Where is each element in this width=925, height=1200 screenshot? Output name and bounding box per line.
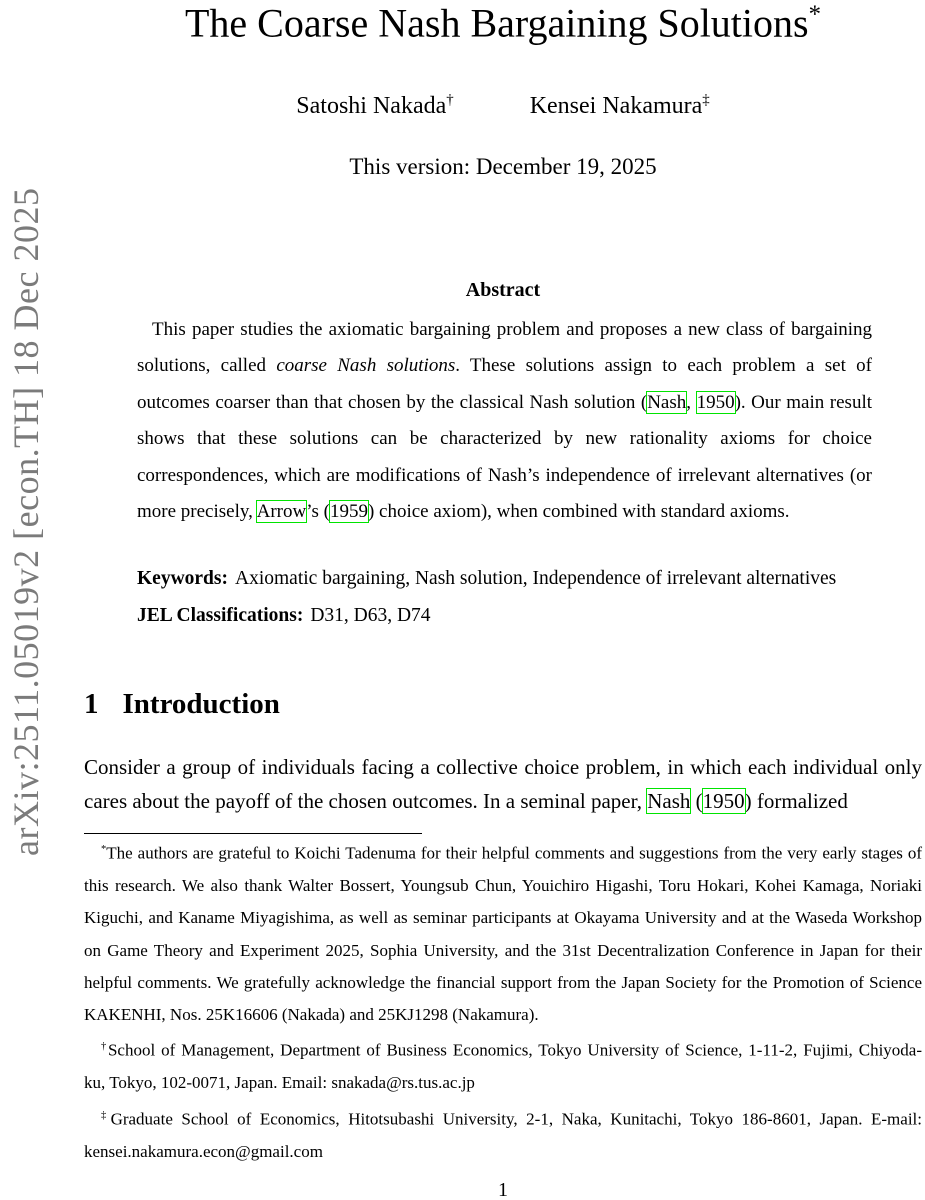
author-2 (530, 92, 710, 121)
citation-link-1959[interactable]: 1959 (329, 501, 368, 523)
footnote-affiliation-nakada-text: School of Management, Department of Business Economics, Tokyo University of Science, 1-11-2, Fujimi, Chiyoda- ku, Tokyo, 102-0071, Japan. Email: snakada@rs.tus.ac.jp (84, 1041, 923, 1093)
author-1 (296, 92, 453, 121)
footnote-affiliation-nakamura-text: Graduate School of Economics, Hitotsubashi University, 2-1, Naka, Kunitachi, Tokyo 186-8601, Japan. E-mail: kensei.nakamura.econ@gmail.com (84, 1109, 922, 1161)
jel-text: D31, D63, D74 (310, 605, 431, 626)
introduction-paragraph (84, 751, 922, 819)
jel-label: JEL Classifications: (137, 605, 304, 626)
abstract-paragraph (137, 312, 872, 530)
author-line (84, 92, 922, 121)
footnote-acknowledgements (84, 834, 922, 1031)
abstract-text: , (686, 391, 697, 413)
citation-link-nash-intro[interactable]: Nash (647, 788, 691, 813)
author-2-footnote-mark: ‡ (702, 92, 710, 108)
title-footnote-mark: * (808, 1, 822, 28)
footnotes-block (84, 834, 922, 1168)
paper-title-text: The Coarse Nash Bargaining Solutions (184, 0, 809, 46)
section-title: Introduction (122, 688, 280, 720)
intro-text: ( (690, 788, 703, 813)
author-1-name: Satoshi Nakada (296, 93, 447, 119)
intro-text: ) formalized (744, 788, 848, 813)
arxiv-watermark: arXiv:2511.05019v2 [econ.TH] 18 Dec 2025 (6, 187, 46, 856)
abstract-heading: Abstract (465, 279, 541, 301)
keywords-line (137, 560, 897, 597)
section-heading-introduction (84, 690, 922, 719)
abstract-text: ) choice axiom), when combined with standard axioms. (367, 501, 790, 523)
intro-text: Consider a group of individuals facing a collective choice problem, in which each individual only cares about the payoff of the chosen outcomes. In a seminal paper, (84, 755, 922, 813)
footnote-mark-double-dagger: ‡ (101, 1109, 111, 1121)
citation-link-arrow[interactable]: Arrow (256, 501, 307, 523)
abstract-italic-term: coarse Nash solutions (276, 355, 456, 377)
citation-link-1950-intro[interactable]: 1950 (702, 788, 745, 813)
keywords-label: Keywords: (137, 568, 228, 589)
citation-link-1950[interactable]: 1950 (696, 391, 735, 413)
jel-line (137, 597, 897, 634)
page-number: 1 (498, 1179, 508, 1200)
author-2-name: Kensei Nakamura (529, 93, 703, 119)
footnote-affiliation-nakada (84, 1031, 922, 1099)
version-date-line: This version: December 19, 2025 (349, 154, 657, 179)
author-1-footnote-mark: † (446, 92, 454, 108)
keywords-text: Axiomatic bargaining, Nash solution, Independence of irrelevant alternatives (235, 568, 837, 589)
abstract-text: This paper studies the axiomatic bargaining problem and proposes a new class of bargaining solutions, called (137, 319, 872, 377)
paper-title (84, 1, 922, 45)
footnote-mark-asterisk: * (101, 844, 107, 855)
keywords-jel-block (137, 560, 897, 634)
abstract-text: ’s ( (306, 501, 330, 523)
section-number: 1 (84, 688, 99, 720)
footnote-mark-dagger: † (101, 1041, 108, 1053)
citation-link-nash[interactable]: Nash (647, 391, 687, 413)
footnote-acknowledgements-text: The authors are grateful to Koichi Tadenuma for their helpful comments and suggestions from the very early stages of this research. We also thank Walter Bossert, Youngsub Chun, Youichiro Higashi, Toru Hokari, Kohei Kamaga, Noriaki Kiguchi, and Kaname Miyagishima, as well as seminar participants at Okayama University and at the Waseda Workshop on Game Theory and Experiment 2025, Sophia University, and the 31st Decentralization Conference in Japan for their helpful comments. We gratefully acknowledge the financial support from the Japan Society for the Promotion of Science KAKENHI, Nos. 25K16606 (Nakada) and 25KJ1298 (Nakamura). (84, 843, 922, 1025)
abstract-text: . These solutions assign to each problem a set of outcomes coarser than that chosen by the classical Nash solution ( (137, 355, 872, 413)
abstract-text: ). Our main result shows that these solutions can be characterized by new rationality axioms for choice correspondences, which are modifications of Nash’s independence of irrelevant alternatives (or more precisely, (137, 391, 873, 523)
footnote-affiliation-nakamura (84, 1100, 922, 1168)
